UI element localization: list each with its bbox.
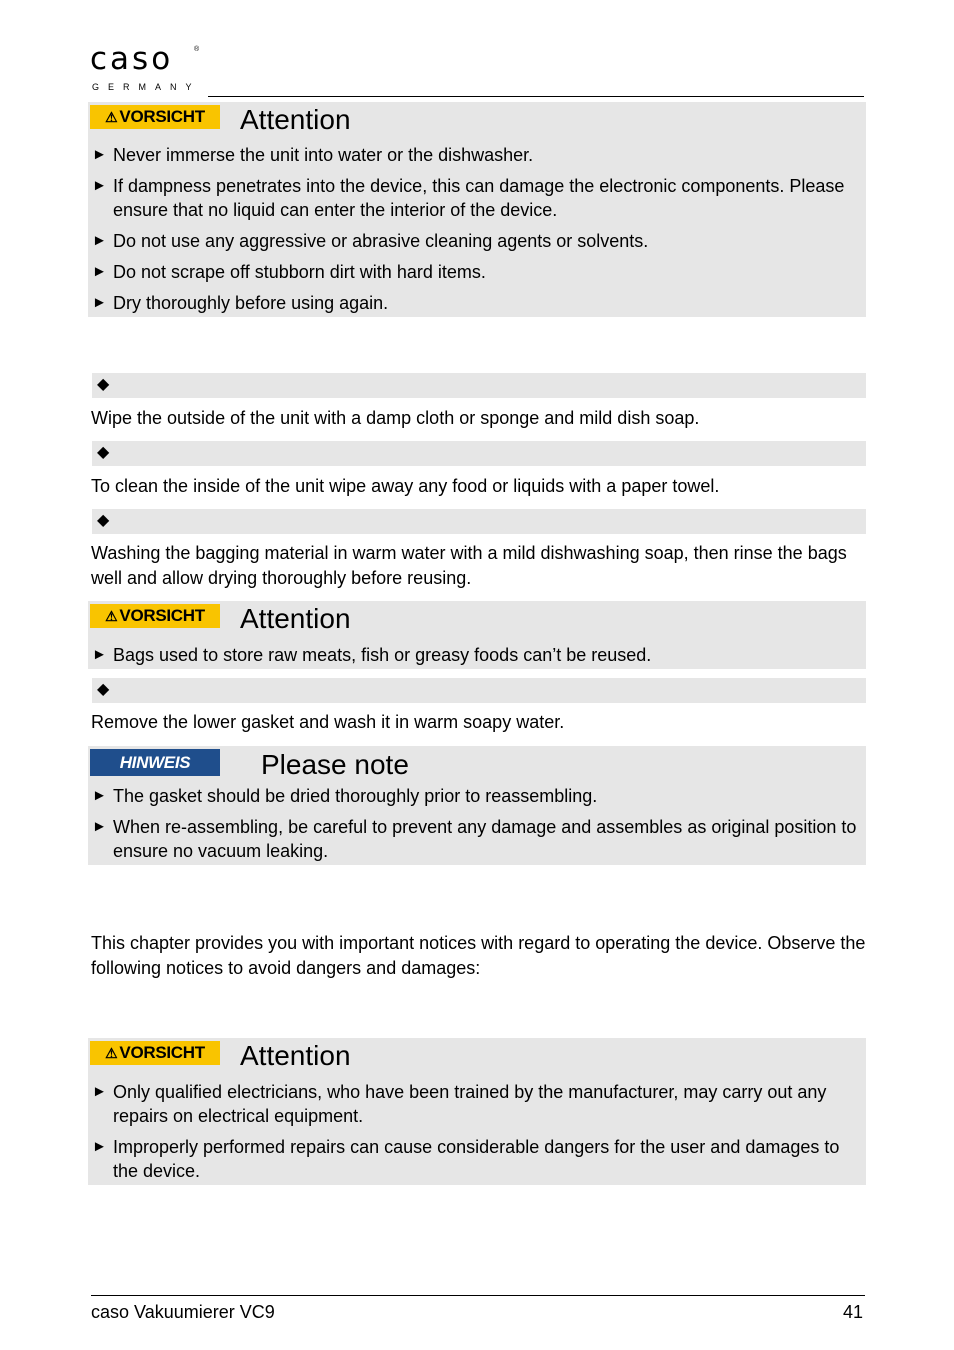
- please-note-box: [88, 746, 866, 865]
- bullet-item: [92, 174, 862, 222]
- arrow-bullet-icon: ►: [92, 263, 107, 280]
- logo-subtitle: GERMANY: [92, 82, 201, 92]
- subsection-bar: [92, 509, 866, 534]
- subsection-bar: [92, 441, 866, 466]
- diamond-bullet-icon: ◆: [97, 512, 110, 529]
- bullet-text: Only qualified electricians, who have been trained by the manufacturer, may carry out any repairs on electrical equipment.: [113, 1082, 827, 1126]
- hinweis-label: HINWEIS: [119, 752, 191, 772]
- warning-triangle-icon: ⚠: [105, 607, 118, 624]
- arrow-bullet-icon: ►: [92, 177, 107, 194]
- arrow-bullet-icon: ►: [92, 146, 107, 163]
- bullet-text: When re-assembling, be careful to prevent any damage and assembles as original position to ensure no vacuum leaking.: [113, 817, 857, 861]
- attention-box-cleaning: [88, 102, 866, 317]
- bullet-item: [92, 784, 862, 808]
- bullet-item: [92, 260, 862, 284]
- header-rule: [208, 96, 864, 97]
- arrow-bullet-icon: ►: [92, 1083, 107, 1100]
- diamond-bullet-icon: ◆: [97, 681, 110, 698]
- arrow-bullet-icon: ►: [92, 294, 107, 311]
- warning-triangle-icon: ⚠: [105, 108, 118, 125]
- logo-wordmark: caso: [90, 41, 174, 77]
- footer-product-name: caso Vakuumierer VC9: [91, 1302, 275, 1322]
- arrow-bullet-icon: ►: [92, 1138, 107, 1155]
- attention-title: Attention: [240, 603, 351, 634]
- vorsicht-label: VORSICHT: [119, 1043, 205, 1062]
- bullet-item: [92, 815, 862, 863]
- diamond-bullet-icon: ◆: [97, 376, 110, 393]
- diamond-bullet-icon: ◆: [97, 444, 110, 461]
- vorsicht-badge: [90, 604, 220, 628]
- vorsicht-badge: [90, 105, 220, 129]
- section-text: Wipe the outside of the unit with a damp cloth or sponge and mild dish soap.: [91, 408, 700, 428]
- bullet-text: Do not scrape off stubborn dirt with hard items.: [113, 262, 486, 282]
- bullet-text: Dry thoroughly before using again.: [113, 293, 389, 313]
- arrow-bullet-icon: ►: [92, 646, 107, 663]
- vorsicht-label: VORSICHT: [119, 606, 205, 625]
- bullet-text: Improperly performed repairs can cause considerable dangers for the user and damages to the device.: [113, 1137, 840, 1181]
- arrow-bullet-icon: ►: [92, 232, 107, 249]
- attention-box-repairs: [88, 1038, 866, 1185]
- subsection-bar: [92, 678, 866, 703]
- vorsicht-badge: [90, 1041, 220, 1065]
- attention-title: Attention: [240, 104, 351, 135]
- bullet-item: [92, 229, 862, 253]
- caso-logo: [78, 34, 206, 96]
- arrow-bullet-icon: ►: [92, 818, 107, 835]
- attention-title: Attention: [240, 1040, 351, 1071]
- subsection-bar: [92, 373, 866, 398]
- section-text: Remove the lower gasket and wash it in warm soapy water.: [91, 712, 565, 732]
- arrow-bullet-icon: ►: [92, 787, 107, 804]
- section-text: Washing the bagging material in warm water with a mild dishwashing soap, then rinse the bags well and allow drying thoroughly before reusing.: [91, 543, 847, 588]
- bullet-text: Never immerse the unit into water or the dishwasher.: [113, 145, 534, 165]
- footer-rule: [91, 1295, 865, 1296]
- logo-registered-mark: ®: [194, 46, 200, 53]
- bullet-text: The gasket should be dried thoroughly prior to reassembling.: [113, 786, 598, 806]
- chapter-intro-text: This chapter provides you with important notices with regard to operating the device. Observe the following notices to avoid dangers and damages:: [91, 933, 866, 978]
- bullet-text: Bags used to store raw meats, fish or greasy foods can’t be reused.: [113, 645, 652, 665]
- page-number: 41: [842, 1302, 863, 1322]
- bullet-item: [92, 143, 862, 167]
- bullet-item: [92, 643, 862, 667]
- section-text: To clean the inside of the unit wipe away any food or liquids with a paper towel.: [91, 476, 720, 496]
- bullet-item: [92, 291, 862, 315]
- bullet-text: If dampness penetrates into the device, this can damage the electronic components. Please ensure that no liquid can enter the interior of the device.: [113, 176, 845, 220]
- bullet-text: Do not use any aggressive or abrasive cleaning agents or solvents.: [113, 231, 649, 251]
- attention-box-bags: [88, 601, 866, 669]
- please-note-title: Please note: [261, 749, 409, 780]
- vorsicht-label: VORSICHT: [119, 107, 205, 126]
- bullet-item: [92, 1135, 862, 1183]
- warning-triangle-icon: ⚠: [105, 1044, 118, 1061]
- hinweis-badge: [90, 749, 220, 776]
- bullet-item: [92, 1080, 862, 1128]
